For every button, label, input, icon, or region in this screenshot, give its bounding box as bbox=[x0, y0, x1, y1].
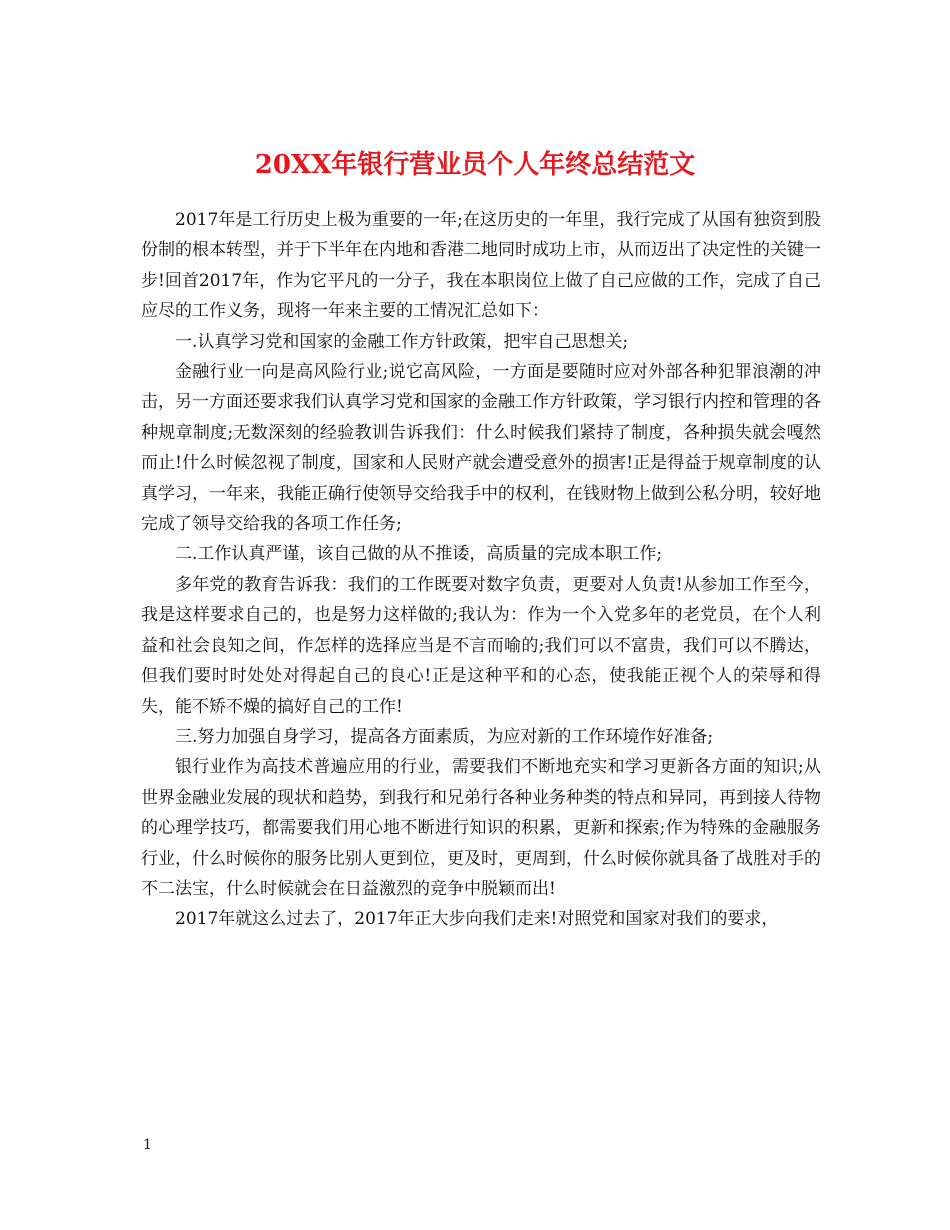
document-title: 20XX年银行营业员个人年终总结范文 bbox=[254, 150, 696, 181]
page-number: 1 bbox=[143, 1137, 152, 1153]
section-heading-2: 二.工作认真严谨，该自己做的从不推诿，高质量的完成本职工作; bbox=[175, 544, 663, 565]
paragraph-section-3: 银行业作为高技术普遍应用的行业，需要我们不断地充实和学习更新各方面的知识;从世界金融业发展的现状和趋势，到我行和兄弟行各种业务种类的特点和异同，再到接人待物的心理学技巧，都需要我们用心地不断进行知识的积累，更新和探索;作为特殊的金融服务行业，什么时候你的服务比别人更到位，更及时，更周到，什么时候你就具备了战胜对手的不二法宝，什么时候就会在日益激烈的竞争中脱颖而出! bbox=[141, 757, 821, 899]
document-body bbox=[141, 205, 821, 935]
paragraph-intro: 2017年是工行历史上极为重要的一年;在这历史的一年里，我行完成了从国有独资到股份制的根本转型，并于下半年在内地和香港二地同时成功上市，从而迈出了决定性的关键一步!回首2017年，作为它平凡的一分子，我在本职岗位上做了自己应做的工作，完成了自己应尽的工作义务，现将一年来主要的工情况汇总如下： bbox=[141, 210, 821, 322]
section-heading-1: 一.认真学习党和国家的金融工作方针政策，把牢自己思想关; bbox=[175, 331, 629, 352]
paragraph-section-1: 金融行业一向是高风险行业;说它高风险，一方面是要随时应对外部各种犯罪浪潮的冲击，另一方面还要求我们认真学习党和国家的金融工作方针政策，学习银行内控和管理的各种规章制度;无数深刻的经验教训告诉我们：什么时候我们紧持了制度，各种损失就会嘎然而止!什么时候忽视了制度，国家和人民财产就会遭受意外的损害!正是得益于规章制度的认真学习，一年来，我能正确行使领导交给我手中的权利，在钱财物上做到公私分明，较好地完成了领导交给我的各项工作任务; bbox=[141, 362, 821, 535]
paragraph-closing: 2017年就这么过去了，2017年正大步向我们走来!对照党和国家对我们的要求， bbox=[175, 909, 779, 930]
paragraph-section-2: 多年党的教育告诉我：我们的工作既要对数字负责，更要对人负责!从参加工作至今，我是这样要求自己的，也是努力这样做的;我认为：作为一个入党多年的老党员，在个人利益和社会良知之间，作怎样的选择应当是不言而喻的;我们可以不富贵，我们可以不腾达，但我们要时时处处对得起自己的良心!正是这种平和的心态，使我能正视个人的荣辱和得失，能不矫不燥的搞好自己的工作! bbox=[141, 574, 821, 717]
section-heading-3: 三.努力加强自身学习，提高各方面素质，为应对新的工作环境作好准备; bbox=[175, 726, 714, 747]
